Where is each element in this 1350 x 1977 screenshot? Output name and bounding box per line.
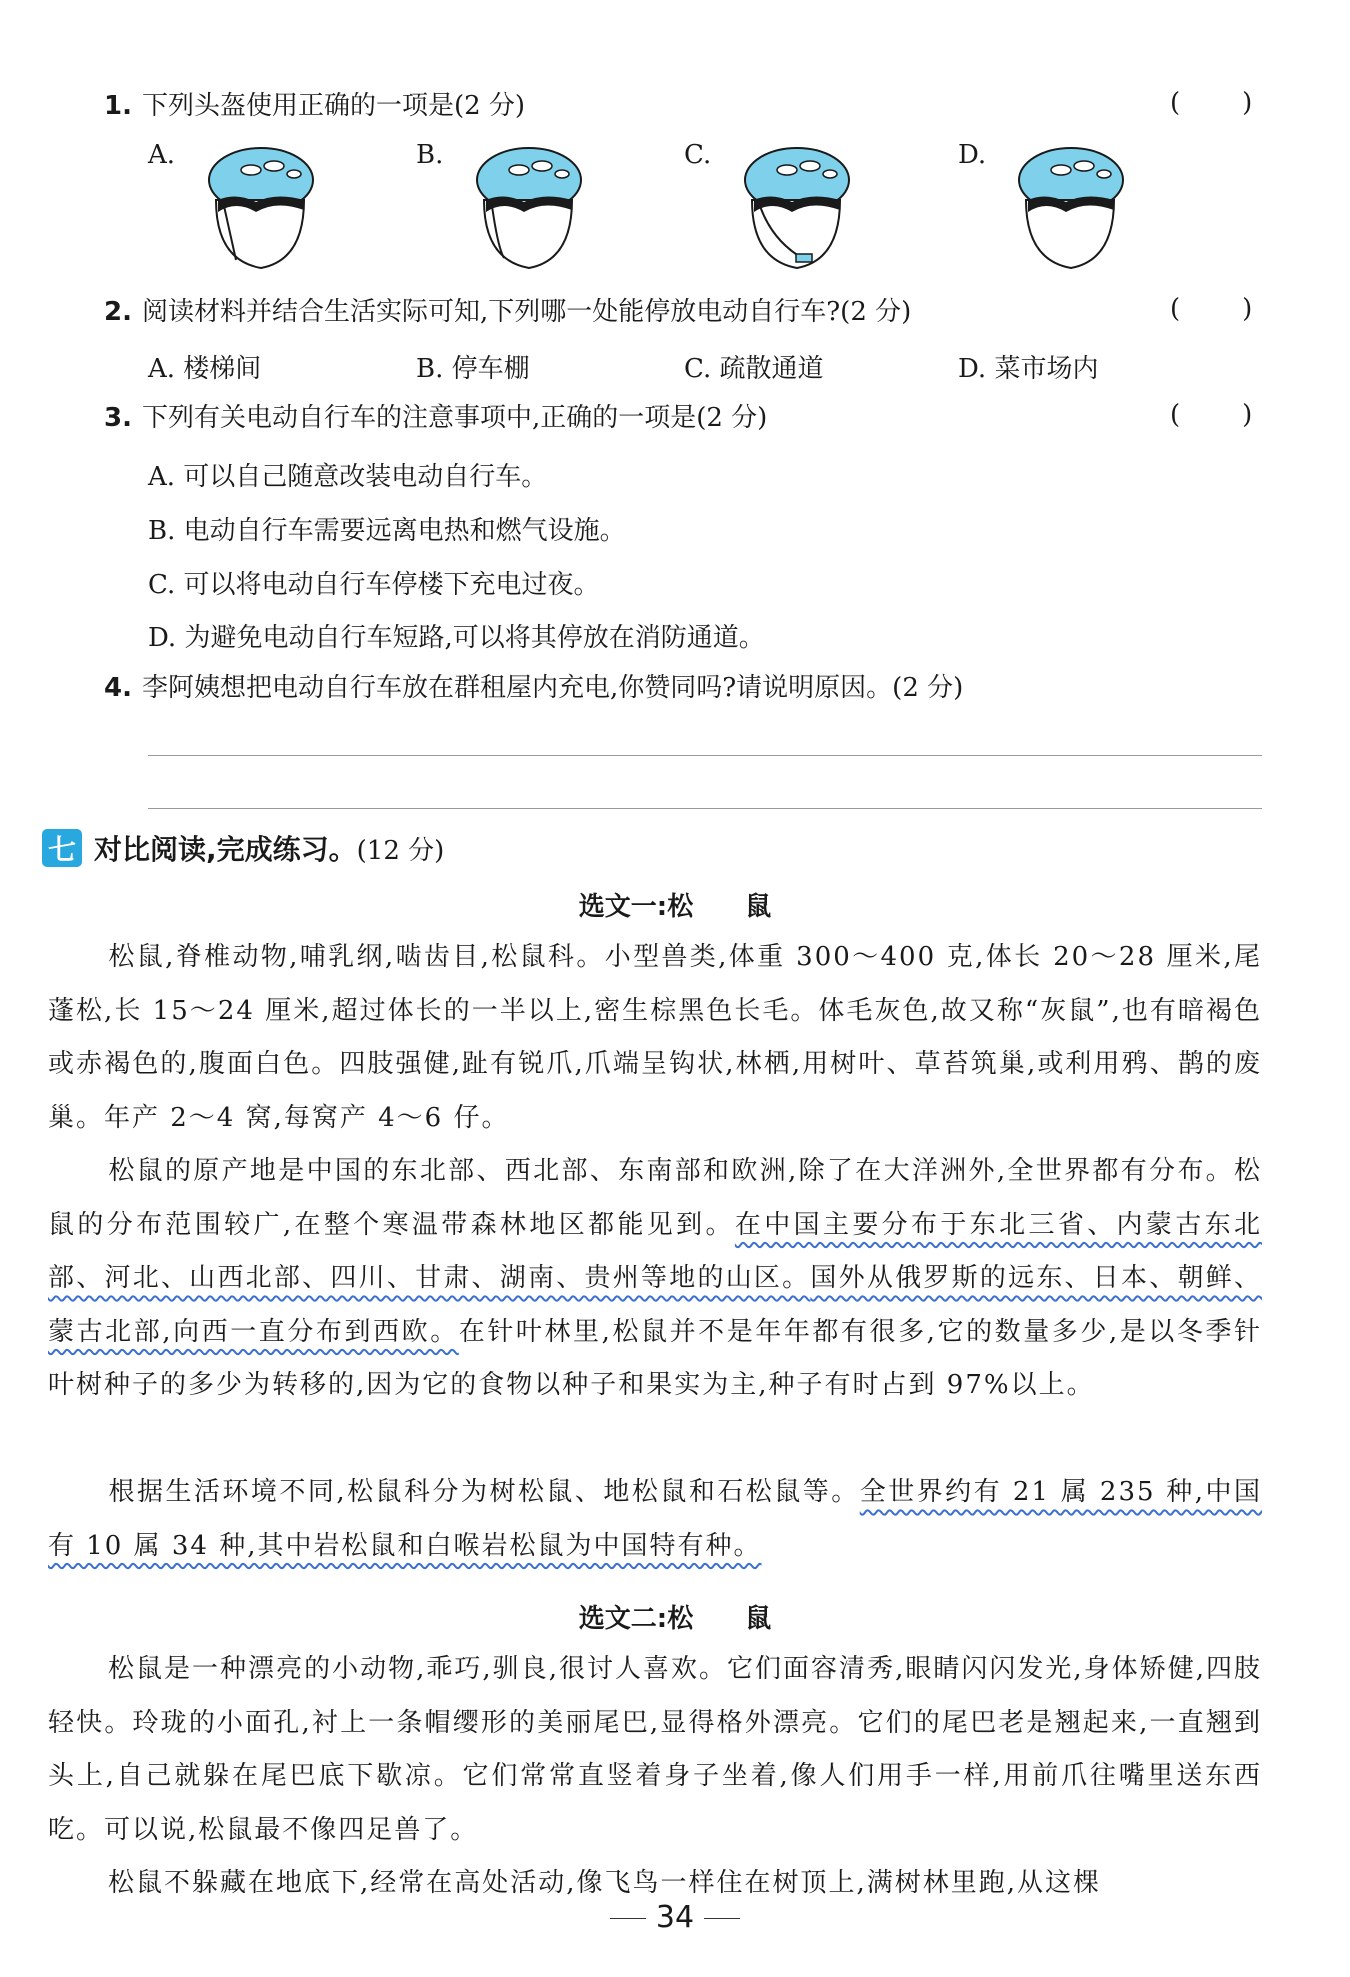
article-1-title: 选文一:松 鼠 — [578, 892, 772, 922]
option-d[interactable]: D. 菜市场内 — [958, 354, 1099, 384]
page-number-dash — [610, 1918, 646, 1919]
article-2-paragraph-2: 松鼠不躲藏在地底下,经常在高处活动,像飞鸟一样住在树顶上,满树林里跑,从这棵 — [108, 1868, 1102, 1898]
answer-line-2[interactable] — [148, 808, 1262, 809]
section-score: (12 分) — [356, 836, 445, 866]
question-4 — [104, 670, 963, 706]
option-label: D. — [958, 140, 987, 170]
section-heading — [42, 828, 444, 868]
article-2-paragraph-1: 松鼠是一种漂亮的小动物,乖巧,驯良,很讨人喜欢。它们面容清秀,眼睛闪闪发光,身体矫健,四肢轻快。玲珑的小面孔,衬上一条帽缨形的美丽尾巴,显得格外漂亮。它们的尾巴老是翘起来,一直翘到头上,自己就躲在尾巴底下歇凉。它们常常直竖着身子坐着,像人们用手一样,用前爪往嘴里送东西吃。可以说,松鼠最不像四足兽了。 — [48, 1654, 1262, 1845]
option-label: C. — [684, 140, 712, 170]
article-1-paragraph-3: 根据生活环境不同,松鼠科分为树松鼠、地松鼠和石松鼠等。全世界约有 21 属 235 种,中国有 10 属 34 种,其中岩松鼠和白喉岩松鼠为中国特有种。 — [48, 1477, 1262, 1561]
answer-bracket[interactable]: ( ) — [1170, 400, 1253, 430]
article-1-paragraph-1: 松鼠,脊椎动物,哺乳纲,啮齿目,松鼠科。小型兽类,体重 300～400 克,体长 20～28 厘米,尾蓬松,长 15～24 厘米,超过体长的一半以上,密生棕黑色长毛。体毛灰色,故又称“灰鼠”,也有暗褐色或赤褐色的,腹面白色。四肢强健,趾有锐爪,爪端呈钩状,林栖,用树叶、草苔筑巢,或利用鸦、鹊的废巢。年产 2～4 窝,每窝产 4～6 仔。 — [48, 942, 1262, 1133]
answer-line-1[interactable] — [148, 755, 1262, 756]
option-a[interactable]: A. 楼梯间 — [148, 354, 262, 384]
question-number: 3. — [104, 403, 132, 433]
option-b[interactable]: B. 停车棚 — [416, 354, 530, 384]
question-text: 下列头盔使用正确的一项是(2 分) — [141, 91, 526, 121]
article-1-paragraph-2: 松鼠的原产地是中国的东北部、西北部、东南部和欧洲,除了在大洋洲外,全世界都有分布。松鼠的分布范围较广,在整个寒温带森林地区都能见到。在中国主要分布于东北三省、内蒙古东北部、河北、山西北部、四川、甘肃、湖南、贵州等地的山区。国外从俄罗斯的远东、日本、朝鲜、蒙古北部,向西一直分布到西欧。在针叶林里,松鼠并不是年年都有很多,它的数量多少,是以冬季针叶树种子的多少为转移的,因为它的食物以种子和果实为主,种子有时占到 97%以上。 — [48, 1156, 1263, 1400]
option-c[interactable]: C. 疏散通道 — [684, 354, 824, 384]
option-b[interactable]: B. 电动自行车需要远离电热和燃气设施。 — [148, 516, 626, 546]
helmet-head-b-icon — [464, 140, 594, 278]
answer-bracket[interactable]: ( ) — [1170, 88, 1253, 118]
option-label: B. — [416, 140, 444, 170]
question-text: 阅读材料并结合生活实际可知,下列哪一处能停放电动自行车?(2 分) — [141, 297, 912, 327]
question-1 — [104, 88, 525, 124]
article-2-title: 选文二:松 鼠 — [578, 1604, 772, 1634]
underlined-sentence: 全世界约有 21 属 235 种,中国有 10 属 34 种,其中岩松鼠和白喉岩松鼠为中国特有种。 — [48, 1477, 1262, 1561]
helmet-head-c-icon — [732, 140, 862, 278]
question-text: 下列有关电动自行车的注意事项中,正确的一项是(2 分) — [141, 403, 768, 433]
question-2 — [104, 294, 911, 330]
question-number: 4. — [104, 673, 132, 703]
option-d[interactable]: D. 为避免电动自行车短路,可以将其停放在消防通道。 — [148, 623, 765, 653]
helmet-head-a-icon — [196, 140, 326, 278]
answer-bracket[interactable]: ( ) — [1170, 294, 1253, 324]
page-number-dash — [704, 1918, 740, 1919]
section-badge: 七 — [42, 829, 82, 867]
question-number: 2. — [104, 297, 132, 327]
section-title: 对比阅读,完成练习。(12 分) — [94, 833, 445, 866]
option-c[interactable]: C. 可以将电动自行车停楼下充电过夜。 — [148, 570, 600, 600]
option-label: A. — [148, 140, 176, 170]
question-text: 李阿姨想把电动自行车放在群租屋内充电,你赞同吗?请说明原因。(2 分) — [141, 673, 964, 703]
underlined-sentence: 在中国主要分布于东北三省、内蒙古东北部、河北、山西北部、四川、甘肃、湖南、贵州等地的山区。 — [48, 1209, 1262, 1293]
question-number: 1. — [104, 91, 132, 121]
helmet-head-d-icon — [1006, 140, 1136, 278]
option-a[interactable]: A. 可以自己随意改装电动自行车。 — [148, 462, 548, 492]
underlined-sentence: 国外从俄罗斯的远东、日本、朝鲜、蒙古北部,向西一直分布到西欧。 — [48, 1263, 1262, 1347]
page-number: 34 — [0, 1900, 1350, 1935]
question-3 — [104, 400, 767, 436]
